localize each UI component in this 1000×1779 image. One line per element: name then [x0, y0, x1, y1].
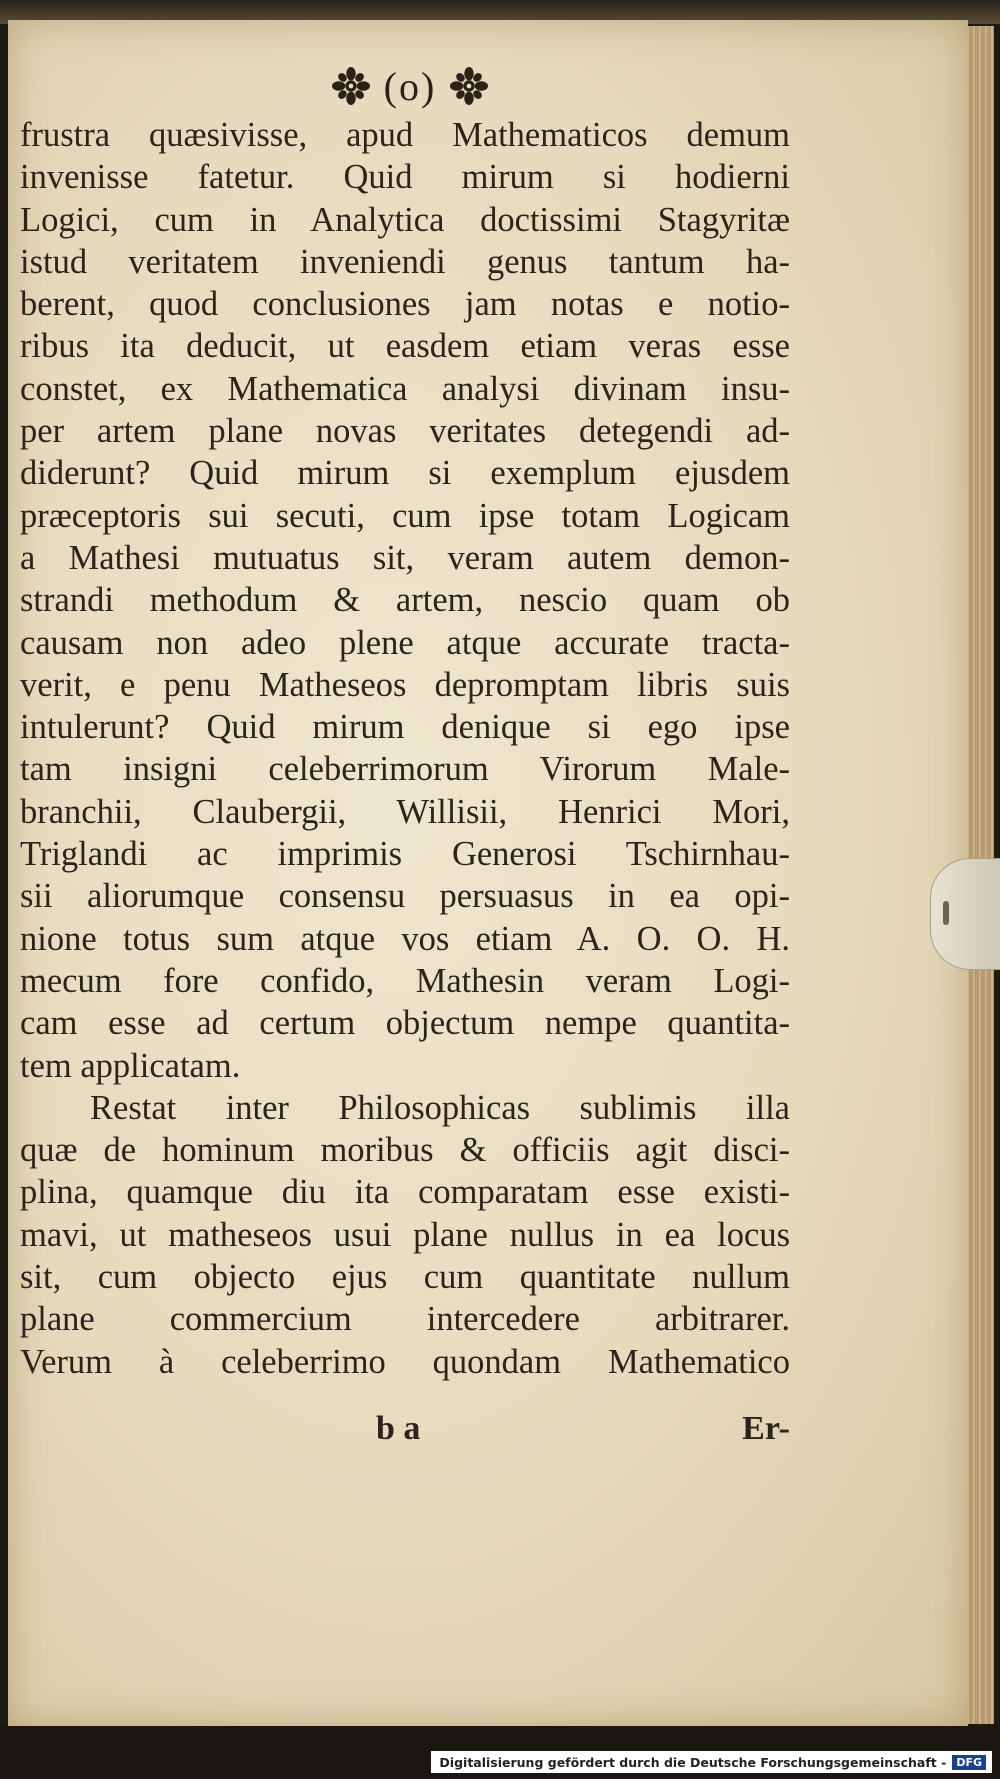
clip-tab-mark	[943, 901, 949, 925]
text-line: strandi methodum & artem, nescio quam ob	[20, 581, 790, 620]
page-footer	[20, 1410, 790, 1460]
text-line: mecum fore confido, Mathesin veram Logi-	[20, 961, 790, 1000]
text-line: a Mathesi mutuatus sit, veram autem demon-	[20, 538, 790, 577]
text-line: Triglandi ac imprimis Generosi Tschirnhau-	[20, 835, 790, 874]
body-text	[20, 114, 790, 1383]
text-line: ribus ita deducit, ut easdem etiam veras esse	[20, 327, 790, 366]
text-line: Restat inter Philosophicas sublimis illa	[90, 1088, 790, 1127]
text-line: per artem plane novas veritates detegendi ad-	[20, 412, 790, 451]
text-line: sii aliorumque consensu persuasus in ea opi-	[20, 877, 790, 916]
funding-credit	[431, 1751, 992, 1773]
clip-tab	[930, 858, 1000, 970]
credit-text: Digitalisierung gefördert durch die Deutsche Forschungsgemeinschaft -	[439, 1754, 947, 1770]
flower-ornament-icon	[332, 67, 370, 105]
text-line: istud veritatem inveniendi genus tantum ha-	[20, 242, 790, 281]
text-line: causam non adeo plene atque accurate tracta-	[20, 623, 790, 662]
catchword: Er-	[742, 1410, 790, 1447]
text-line: tam insigni celeberrimorum Virorum Male-	[20, 750, 790, 789]
text-line: verit, e penu Matheseos depromptam libris suis	[20, 665, 790, 704]
text-line: Verum à celeberrimo quondam Mathematico	[20, 1342, 790, 1381]
signature-mark: b a	[376, 1410, 421, 1447]
text-line: branchii, Claubergii, Willisii, Henrici Mori,	[20, 792, 790, 831]
text-line: plane commercium intercedere arbitrarer.	[20, 1300, 790, 1339]
text-line: præceptoris sui secuti, cum ipse totam Logicam	[20, 496, 790, 535]
page-number: (o)	[383, 63, 437, 109]
text-line: nione totus sum atque vos etiam A. O. O. H.	[20, 919, 790, 958]
text-line: plina, quamque diu ita comparatam esse existi-	[20, 1173, 790, 1212]
text-line: invenisse fatetur. Quid mirum si hodierni	[20, 158, 790, 197]
scan-footer-bar	[0, 1726, 1000, 1779]
text-line: cam esse ad certum objectum nempe quantita-	[20, 1004, 790, 1043]
text-line: diderunt? Quid mirum si exemplum ejusdem	[20, 454, 790, 493]
text-line: sit, cum objecto ejus cum quantitate nullum	[20, 1258, 790, 1297]
dfg-logo: DFG	[952, 1755, 986, 1770]
text-line: Logici, cum in Analytica doctissimi Stagyritæ	[20, 200, 790, 239]
text-line: frustra quæsivisse, apud Mathematicos demum	[20, 116, 790, 154]
text-line: intulerunt? Quid mirum denique si ego ipse	[20, 708, 790, 747]
flower-ornament-icon	[450, 67, 488, 105]
text-line: berent, quod conclusiones jam notas e notio-	[20, 285, 790, 324]
text-line: constet, ex Mathematica analysi divinam insu-	[20, 369, 790, 408]
text-line: quæ de hominum moribus & officiis agit disci-	[20, 1131, 790, 1170]
page-header	[310, 58, 510, 114]
text-line: tem applicatam.	[20, 1046, 241, 1085]
text-line: mavi, ut matheseos usui plane nullus in ea locus	[20, 1215, 790, 1254]
